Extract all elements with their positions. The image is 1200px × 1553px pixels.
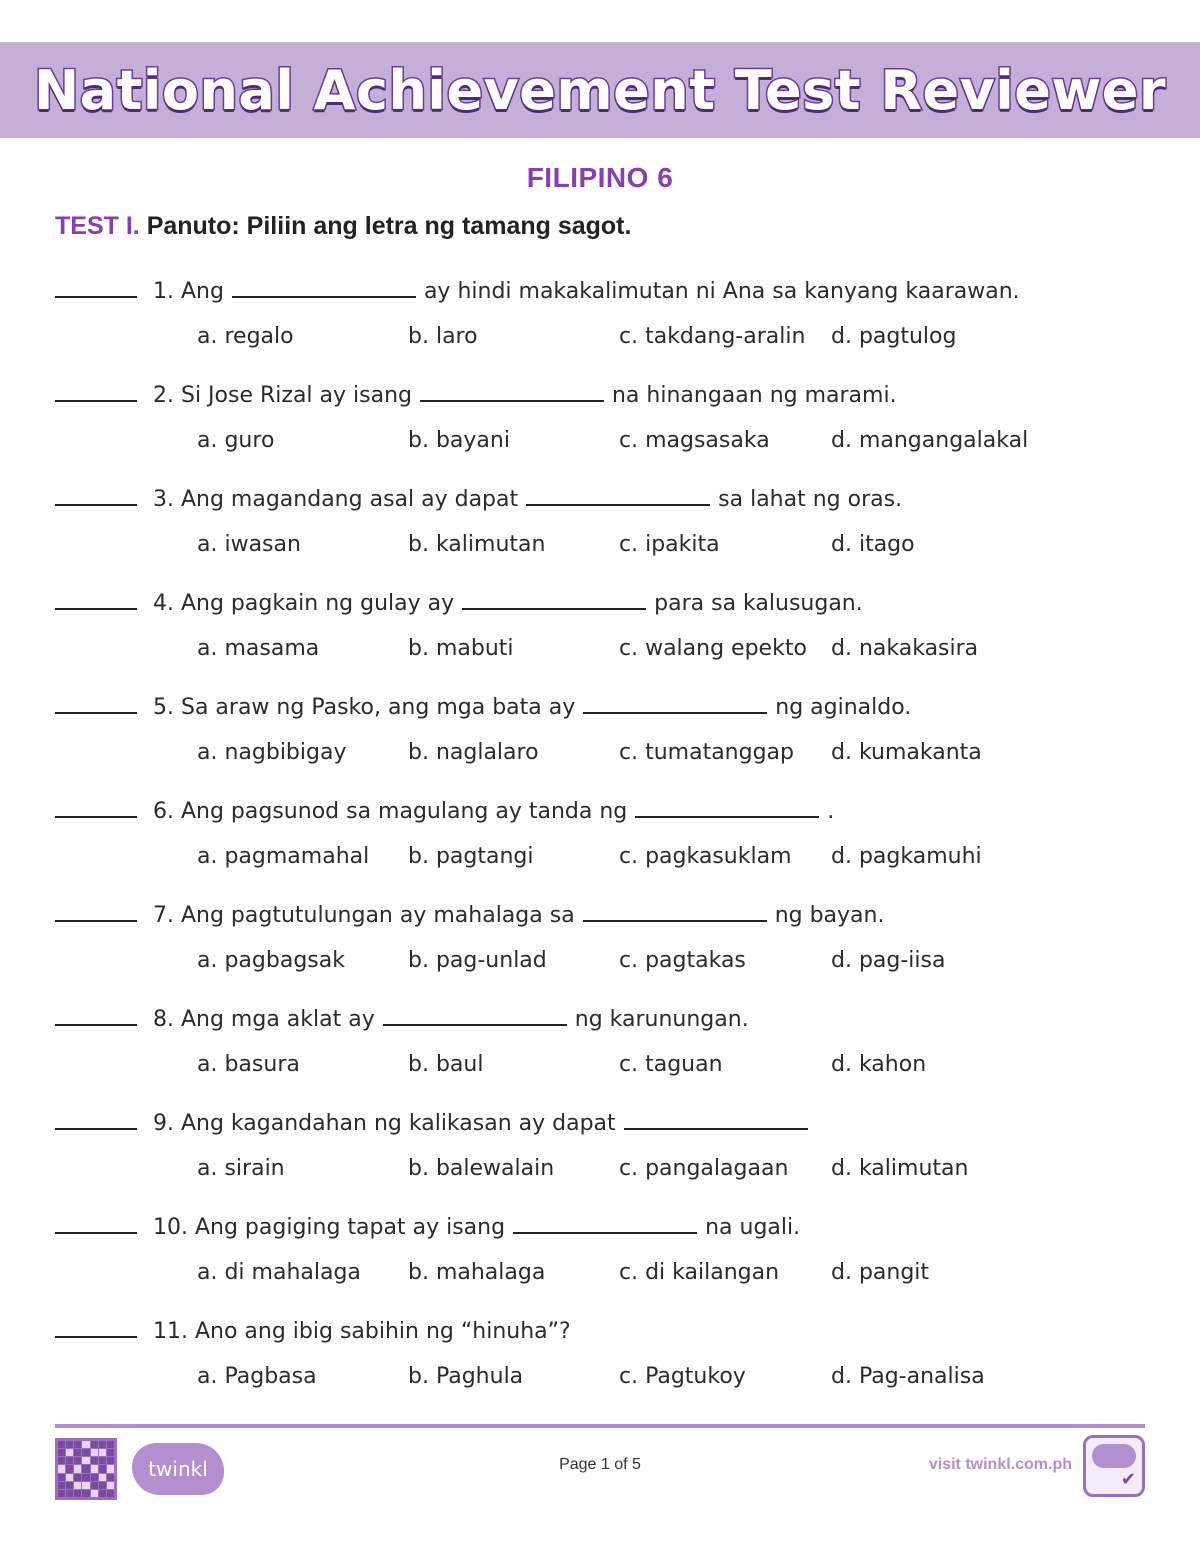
question-text-before: 6. Ang pagsunod sa magulang ay tanda ng xyxy=(153,799,628,824)
fill-in-blank xyxy=(526,504,710,506)
choice-b: b. balewalain xyxy=(408,1156,555,1181)
answer-blank[interactable] xyxy=(55,608,137,610)
answer-blank[interactable] xyxy=(55,920,137,922)
question-text-before: 3. Ang magandang asal ay dapat xyxy=(153,487,519,512)
choice-a: a. iwasan xyxy=(197,532,301,557)
quality-badge-icon: ✔ xyxy=(1083,1435,1145,1497)
question-item xyxy=(55,1102,1155,1206)
choice-d: d. itago xyxy=(831,532,915,557)
choice-row xyxy=(197,1052,1097,1082)
question-item xyxy=(55,686,1155,790)
choice-row xyxy=(197,636,1097,666)
choice-b: b. baul xyxy=(408,1052,484,1077)
answer-blank[interactable] xyxy=(55,1232,137,1234)
choice-a: a. pagbagsak xyxy=(197,948,345,973)
footer-divider xyxy=(55,1424,1145,1428)
question-item xyxy=(55,1310,1155,1414)
page-number: Page 1 of 5 xyxy=(559,1456,641,1473)
choice-b: b. bayani xyxy=(408,428,510,453)
answer-blank[interactable] xyxy=(55,504,137,506)
question-stem xyxy=(55,1102,816,1136)
fill-in-blank xyxy=(420,400,604,402)
choice-row xyxy=(197,1364,1097,1394)
question-text-before: 10. Ang pagiging tapat ay isang xyxy=(153,1215,506,1240)
fill-in-blank xyxy=(583,920,767,922)
choice-c: c. magsasaka xyxy=(619,428,770,453)
choice-a: a. pagmamahal xyxy=(197,844,370,869)
choice-a: a. nagbibigay xyxy=(197,740,347,765)
choice-b: b. naglalaro xyxy=(408,740,539,765)
subject-heading: FILIPINO 6 xyxy=(526,162,674,193)
question-stem xyxy=(55,1206,800,1240)
answer-blank[interactable] xyxy=(55,1128,137,1130)
question-text-after: . xyxy=(827,799,835,824)
fill-in-blank xyxy=(232,296,416,298)
question-stem xyxy=(55,998,749,1032)
question-text-before: 7. Ang pagtutulungan ay mahalaga sa xyxy=(153,903,575,928)
choice-a: a. basura xyxy=(197,1052,300,1077)
choice-a: a. sirain xyxy=(197,1156,285,1181)
question-item xyxy=(55,478,1155,582)
test-instructions xyxy=(55,212,631,241)
choice-d: d. kalimutan xyxy=(831,1156,969,1181)
choice-d: d. pagkamuhi xyxy=(831,844,982,869)
question-stem xyxy=(55,894,884,928)
question-item xyxy=(55,582,1155,686)
choice-row xyxy=(197,532,1097,562)
fill-in-blank xyxy=(462,608,646,610)
fill-in-blank xyxy=(635,816,819,818)
choice-c: c. pagkasuklam xyxy=(619,844,792,869)
question-item xyxy=(55,894,1155,998)
question-text-after: na hinangaan ng marami. xyxy=(611,383,897,408)
choice-b: b. mabuti xyxy=(408,636,514,661)
choice-a: a. masama xyxy=(197,636,320,661)
question-item xyxy=(55,790,1155,894)
choice-c: c. taguan xyxy=(619,1052,723,1077)
fill-in-blank xyxy=(383,1024,567,1026)
question-text-before: 2. Si Jose Rizal ay isang xyxy=(153,383,412,408)
choice-row xyxy=(197,324,1097,354)
choice-a: a. di mahalaga xyxy=(197,1260,361,1285)
choice-a: a. regalo xyxy=(197,324,294,349)
choice-d: d. pagtulog xyxy=(831,324,957,349)
answer-blank[interactable] xyxy=(55,400,137,402)
visit-link[interactable]: visit twinkl.com.ph xyxy=(928,1456,1072,1473)
answer-blank[interactable] xyxy=(55,712,137,714)
choice-c: c. takdang-aralin xyxy=(619,324,806,349)
question-item xyxy=(55,270,1155,374)
question-text-after: sa lahat ng oras. xyxy=(718,487,903,512)
choice-c: c. ipakita xyxy=(619,532,720,557)
question-text-after: ng bayan. xyxy=(774,903,885,928)
choice-d: d. mangangalakal xyxy=(831,428,1029,453)
choice-d: d. Pag-analisa xyxy=(831,1364,985,1389)
fill-in-blank xyxy=(583,712,767,714)
choice-c: c. walang epekto xyxy=(619,636,807,661)
choice-c: c. Pagtukoy xyxy=(619,1364,746,1389)
answer-blank[interactable] xyxy=(55,296,137,298)
answer-blank[interactable] xyxy=(55,816,137,818)
choice-row xyxy=(197,740,1097,770)
choice-b: b. mahalaga xyxy=(408,1260,546,1285)
choice-row xyxy=(197,948,1097,978)
choice-c: c. pagtakas xyxy=(619,948,746,973)
choice-b: b. Paghula xyxy=(408,1364,524,1389)
question-text-after: ng karunungan. xyxy=(574,1007,749,1032)
question-text-before: 4. Ang pagkain ng gulay ay xyxy=(153,591,455,616)
question-text: 11. Ano ang ibig sabihin ng “hinuha”? xyxy=(153,1319,571,1344)
choice-b: b. kalimutan xyxy=(408,532,546,557)
question-stem xyxy=(55,270,1020,304)
page-title: National Achievement Test Reviewer xyxy=(33,58,1167,122)
question-text-before: 8. Ang mga aklat ay xyxy=(153,1007,375,1032)
question-item xyxy=(55,998,1155,1102)
choice-row xyxy=(197,844,1097,874)
choice-c: c. di kailangan xyxy=(619,1260,780,1285)
question-text-after: ng aginaldo. xyxy=(775,695,912,720)
choice-d: d. kahon xyxy=(831,1052,927,1077)
fill-in-blank xyxy=(624,1128,808,1130)
question-item xyxy=(55,374,1155,478)
title-banner xyxy=(0,42,1200,138)
choice-b: b. laro xyxy=(408,324,478,349)
question-text-after: ay hindi makakalimutan ni Ana sa kanyang kaarawan. xyxy=(423,279,1020,304)
question-text-after: na ugali. xyxy=(705,1215,801,1240)
choice-c: c. pangalagaan xyxy=(619,1156,789,1181)
choice-b: b. pag-unlad xyxy=(408,948,547,973)
choice-d: d. nakakasira xyxy=(831,636,979,661)
choice-row xyxy=(197,1260,1097,1290)
directions-text: Panuto: Piliin ang letra ng tamang sagot. xyxy=(146,212,632,240)
answer-blank[interactable] xyxy=(55,1024,137,1026)
answer-blank[interactable] xyxy=(55,1336,137,1338)
question-text-after: para sa kalusugan. xyxy=(654,591,863,616)
question-item xyxy=(55,1206,1155,1310)
question-stem xyxy=(55,686,911,720)
choice-c: c. tumatanggap xyxy=(619,740,794,765)
question-text-before: 9. Ang kagandahan ng kalikasan ay dapat xyxy=(153,1111,616,1136)
question-stem xyxy=(55,790,834,824)
question-text-before: 5. Sa araw ng Pasko, ang mga bata ay xyxy=(153,695,576,720)
choice-d: d. kumakanta xyxy=(831,740,982,765)
logo-text: twinkl xyxy=(148,1457,208,1481)
choice-a: a. Pagbasa xyxy=(197,1364,317,1389)
choice-d: d. pag-iisa xyxy=(831,948,946,973)
fill-in-blank xyxy=(513,1232,697,1234)
question-stem xyxy=(55,582,863,616)
choice-row xyxy=(197,428,1097,458)
choice-row xyxy=(197,1156,1097,1186)
question-stem xyxy=(55,374,897,408)
question-text-before: 1. Ang xyxy=(153,279,224,304)
choice-d: d. pangit xyxy=(831,1260,930,1285)
choice-a: a. guro xyxy=(197,428,275,453)
test-label: TEST I. xyxy=(55,212,140,240)
question-stem xyxy=(55,1310,571,1344)
question-stem xyxy=(55,478,902,512)
choice-b: b. pagtangi xyxy=(408,844,534,869)
question-list xyxy=(55,270,1155,1414)
